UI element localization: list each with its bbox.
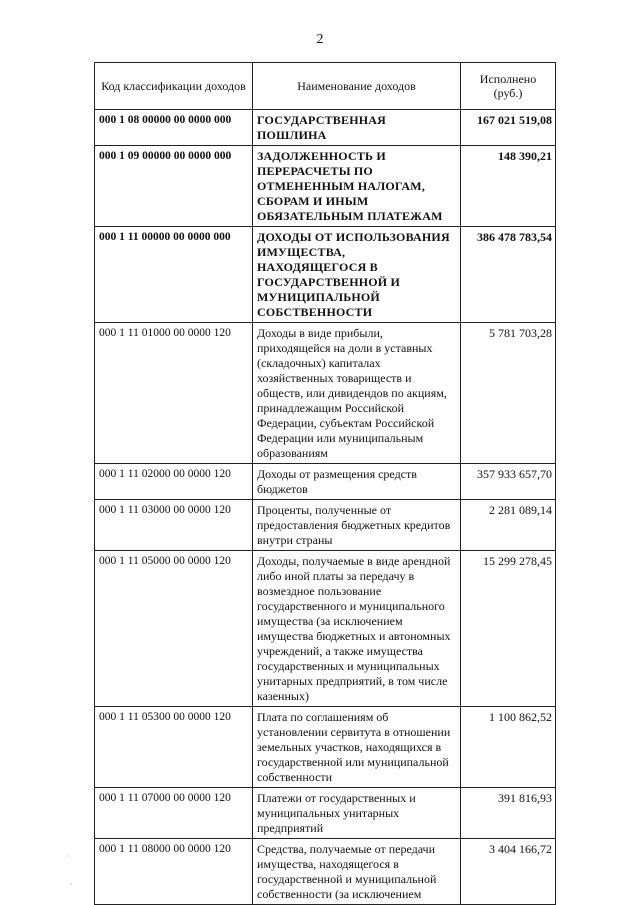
- row-code: 000 1 09 00000 00 0000 000: [95, 146, 253, 227]
- row-name: ГОСУДАРСТВЕННАЯ ПОШЛИНА: [253, 110, 461, 146]
- table-row: [95, 551, 556, 707]
- row-code: 000 1 11 08000 00 0000 120: [95, 839, 253, 905]
- row-name: Плата по соглашениям об установлении сервитута в отношении земельных участков, находящихся в государственной или муниципальной собственности: [253, 707, 461, 788]
- row-code: 000 1 11 00000 00 0000 000: [95, 227, 253, 323]
- header-name: Наименование доходов: [253, 63, 461, 110]
- page-number: 2: [316, 32, 324, 47]
- row-code: 000 1 11 01000 00 0000 120: [95, 323, 253, 464]
- row-code: 000 1 11 03000 00 0000 120: [95, 500, 253, 551]
- row-amount: 3 404 166,72: [461, 839, 556, 905]
- table-row: [95, 323, 556, 464]
- header-amount: Исполнено (руб.): [461, 63, 556, 110]
- scan-artifact: ·: [70, 880, 73, 889]
- table-row: [95, 839, 556, 905]
- row-amount: 1 100 862,52: [461, 707, 556, 788]
- row-name: Средства, получаемые от передачи имущества, находящегося в государственной и муниципальной собственности (за исключением: [253, 839, 461, 905]
- row-amount: 15 299 278,45: [461, 551, 556, 707]
- row-code: 000 1 11 07000 00 0000 120: [95, 788, 253, 839]
- row-amount: 357 933 657,70: [461, 464, 556, 500]
- table-row: [95, 464, 556, 500]
- table-row: [95, 110, 556, 146]
- row-name: Доходы, получаемые в виде арендной либо иной платы за передачу в возмездное пользование государственного и муниципального имущества (за исключением имущества бюджетных и автономных учреждений, а также имущества государственных и муниципальных унитарных предприятий, в том числе казенных): [253, 551, 461, 707]
- row-name: ДОХОДЫ ОТ ИСПОЛЬЗОВАНИЯ ИМУЩЕСТВА, НАХОДЯЩЕГОСЯ В ГОСУДАРСТВЕННОЙ И МУНИЦИПАЛЬНОЙ СОБСТВЕННОСТИ: [253, 227, 461, 323]
- table-header-row: [95, 63, 556, 110]
- table-row: [95, 146, 556, 227]
- table-row: [95, 707, 556, 788]
- table-row: [95, 227, 556, 323]
- row-amount: 391 816,93: [461, 788, 556, 839]
- row-code: 000 1 11 02000 00 0000 120: [95, 464, 253, 500]
- row-amount: 167 021 519,08: [461, 110, 556, 146]
- header-code: Код классификации доходов: [95, 63, 253, 110]
- scan-artifact: ·: [66, 852, 69, 861]
- row-amount: 5 781 703,28: [461, 323, 556, 464]
- row-code: 000 1 08 00000 00 0000 000: [95, 110, 253, 146]
- row-amount: 386 478 783,54: [461, 227, 556, 323]
- row-amount: 2 281 089,14: [461, 500, 556, 551]
- table-row: [95, 788, 556, 839]
- row-name: Платежи от государственных и муниципальных унитарных предприятий: [253, 788, 461, 839]
- row-name: Доходы от размещения средств бюджетов: [253, 464, 461, 500]
- revenue-table: [94, 62, 556, 905]
- row-amount: 148 390,21: [461, 146, 556, 227]
- row-name: Проценты, полученные от предоставления бюджетных кредитов внутри страны: [253, 500, 461, 551]
- table-row: [95, 500, 556, 551]
- row-code: 000 1 11 05300 00 0000 120: [95, 707, 253, 788]
- row-name: ЗАДОЛЖЕННОСТЬ И ПЕРЕРАСЧЕТЫ ПО ОТМЕНЕННЫМ НАЛОГАМ, СБОРАМ И ИНЫМ ОБЯЗАТЕЛЬНЫМ ПЛАТЕЖАМ: [253, 146, 461, 227]
- row-name: Доходы в виде прибыли, приходящейся на доли в уставных (складочных) капиталах хозяйственных товариществ и обществ, или дивидендов по акциям, принадлежащим Российской Федерации, субъектам Российской Федерации или муниципальным образованиям: [253, 323, 461, 464]
- row-code: 000 1 11 05000 00 0000 120: [95, 551, 253, 707]
